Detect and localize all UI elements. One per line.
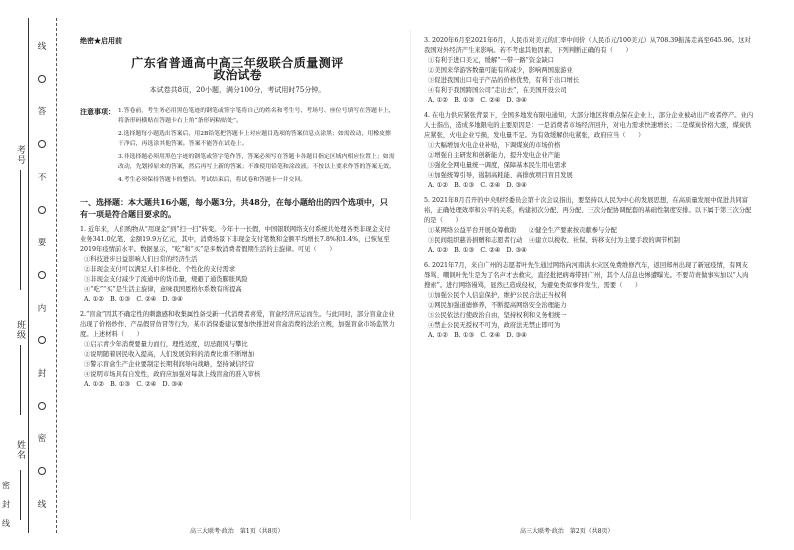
answer-choices: A. ①② B. ①③ C. ②④ D. ③④ (428, 247, 527, 254)
question-option: ③民间组织慈善捐赠和志愿者行动 ④建立以税收、社保、转移支付为主要手段的调节机制 (428, 237, 680, 244)
exam-subject: 政治试卷 (213, 68, 262, 82)
notice-item: 4.考生必须保持答题卡的整洁。考试结束后，将试卷和答题卡一并交回。 (118, 177, 307, 183)
question-option: ③促进我国出口电子产品的价格优势，有利于出口增长 (428, 77, 580, 84)
question-option: ④说明市场具有自发性，政府应加强对每款上线盲盒的准入审核 (84, 370, 261, 378)
name-label: 姓名 (15, 440, 25, 460)
seal-circle (38, 140, 46, 148)
question-1 (80, 225, 395, 305)
question-option: ②说明随着居民收入提高，人们发展资料的消费比重不断增加 (84, 350, 255, 358)
side-seal-char: 线 (2, 519, 10, 528)
seal-char: 线 (37, 42, 47, 52)
seal-circle (38, 336, 46, 344)
id-line (20, 170, 21, 290)
seal-column (34, 40, 50, 510)
page-1 (80, 36, 395, 390)
seal-char: 密 (37, 434, 47, 445)
question-4 (424, 111, 754, 191)
question-option: ③强化全网电量统一调度，保障基本民生用电需求 (428, 162, 567, 169)
notice-item: 1.答卷前，考生务必用黑色笔迹的钢笔或签字笔将自己的姓名和考生号、考场号、座位号填写在答题卡上，将条形码横贴在答题卡右上角“条形码粘贴处”。 (118, 108, 395, 124)
question-option: ③公民依法行使政治自由，坚持权利和义务相统一 (428, 312, 567, 319)
footer-page-2: 高三大联考·政治 第2页（共8页） (520, 528, 614, 535)
class-line (20, 345, 21, 415)
question-stem: 4. 在电力供应紧张背景下，全国多地发布限电通知，大部分地区将重点保在企业上，部分企业被动出产或者停产。业内人士指出，造成多地限电的主要原因是：一是消费者市场经济回升，对电力需求快速增长；二是煤炭价格大涨，煤炭供应紧张，火电企业亏损，发电量不足。为有效缓解供电紧张，政府应当（ ） (424, 112, 754, 139)
notice-item: 2.选择题每小题选出答案后，用2B铅笔把答题卡上对应题目选项的答案信息点涂黑；如需改动，用橡皮擦干净后，再选涂其他答案。答案不能答在试卷上。 (118, 131, 391, 147)
section-heading: 一、选择题：本大题共16小题，每小题3分，共48分，在每小题给出的四个选项中，只有一项是符合题目要求的。 (80, 196, 388, 219)
question-option: ②非现金支付可以满足人们多样化、个性化的支付需求 (84, 265, 236, 273)
question-option: ①有利于进口美元，缓解“一带一路”资金缺口 (428, 57, 555, 64)
answer-choices: A. ①② B. ①③ C. ②④ D. ③④ (428, 182, 527, 189)
notice-items (118, 107, 395, 190)
binding-line-inner (56, 18, 57, 533)
question-option: ③警示盲盒生产企业要制定长期利润导向战略，坚持诚信经营 (84, 360, 255, 368)
question-stem: 3. 2020年6月至2021年6月，人民币对美元的汇率中间价（人民币元/100美元）从708.39振荡走高至645.96。这对我国对外经济产生来影响。若不考虑其他因素，下列判断正确的有（ ） (424, 37, 751, 54)
seal-circle (38, 75, 46, 83)
question-option: ①大幅增加火电企业补贴，下调煤炭的市场价格 (428, 142, 561, 149)
answer-choices: A. ①② B. ①③ C. ②④ D. ③④ (428, 332, 527, 339)
answer-choices: A. ①② B. ①③ C. ②④ D. ③④ (84, 380, 183, 388)
question-option: ①加强公民个人信息保护，维护公民合法正当权利 (428, 292, 567, 299)
binding-margin (0, 0, 58, 550)
notice-label: 注意事项： (80, 107, 115, 116)
question-stem: 2.“盲盒”因其不确定性的刺激感和收集属性备受新一代消费者喜爱，盲盒经济应运而生。与此同时，部分盲盒企业出现了价格炒作、产品假冒仿冒等行为，某市消保委建议要加快推进对盲盒消费的法治立规，加强盲盒市场监管力度。上述材料（ ） (80, 310, 395, 338)
question-option: ①科技进步日益影响人们日常的经济生活 (84, 255, 198, 263)
secret-mark: 绝密★启用前 (80, 36, 122, 45)
seal-char: 内 (37, 303, 47, 314)
question-stem: 5. 2021年8月召开的中央财经委员会第十次会议指出，要坚持以人民为中心的发展思想，在高质量发展中促进共同富裕，正确处理效率和公平的关系，构建初次分配、再分配、三次分配协调配套的基础性制度安排。以下属于第三次分配的是（ ） (424, 197, 752, 224)
question-3 (424, 36, 754, 106)
side-seal-char: 密 (2, 481, 10, 490)
seal-char: 不 (37, 172, 47, 183)
seal-char: 线 (37, 499, 47, 510)
question-2 (80, 310, 395, 390)
exam-meta: 本试卷共8页，20小题，满分100分，考试用时75分钟。 (149, 86, 326, 94)
question-option: ②美国来华游客数量可能有所减少，影响两国旅游业 (428, 67, 573, 74)
seal-char: 答 (37, 107, 47, 118)
page-divider (410, 30, 411, 520)
seal-circle (38, 206, 46, 214)
question-option: ②增强自主研发和创新能力，提升发电企业产能 (428, 152, 561, 159)
question-option: ①启示青少年消费要量力而行，理性适度，切忌跟风与攀比 (84, 340, 248, 348)
question-option: ④禁止公民无授权不可为，政府法无禁止即可为 (428, 322, 561, 329)
name-line (20, 470, 21, 520)
question-option: ④加强统筹引导，遏制高耗能、高排放项目盲目发展 (428, 172, 573, 179)
seal-char: 封 (37, 369, 47, 380)
class-label: 班级 (15, 320, 25, 340)
seal-circle (38, 402, 46, 410)
answer-choices: A. ①② B. ①③ C. ②④ D. ③④ (428, 97, 527, 104)
question-option: ④有利于我国跨国公司“走出去”，在美国开设公司 (428, 87, 567, 94)
exam-title: 广东省普通高中高三年级联合质量测评 (131, 56, 344, 70)
question-option: ①某网络公益平台开展众筹救助 ②健全生产要素按贡献参与分配 (428, 227, 617, 234)
question-5 (424, 196, 754, 256)
binding-line-outer (28, 18, 29, 533)
id-label: 考号 (15, 145, 25, 165)
question-stem: 1. 近年来，人们购物从“用现金”到“扫一扫”转变。今年十一长假，中国银联网络支付系统共处理各类非现金支付业务341.0亿笔、金额19.9万亿元，其中，消费场景下非现金支付笔数和金额平均增长7.8%和1.4%，已恢复至2019年疫情前水平。数据显示，“吃”和“买”是多数消费者假期生活的主旋律。可见（ ） (80, 225, 391, 253)
seal-circle (38, 467, 46, 475)
notice-item: 3.非选择题必须用黑色字迹的钢笔或签字笔作答，答案必须写在答题卡各题目指定区域内相应位置上；如需改动，先划掉原来的答案，然后再写上新的答案；不准使用铅笔和涂改液。不按以上要求作答的答案无效。 (118, 154, 395, 170)
side-seal-chars (2, 480, 10, 529)
seal-char: 要 (37, 238, 47, 249)
question-6 (424, 261, 754, 341)
notice-block (80, 107, 395, 190)
footer-page-1: 高三大联考·政治 第1页（共8页） (190, 528, 284, 535)
page-2 (424, 36, 754, 341)
seal-circle (38, 271, 46, 279)
question-option: ④“吃”“买”是生活主旋律，意味我国恩格尔系数有所提高 (84, 285, 242, 293)
question-stem: 6. 2021年7月，来自广州的志愿者叶先生通过网络向河南洪水灾区免费维修汽车，返回郑州出现了新冠疫情，有网友辱骂、嘲讽叶先生是为了名声才去救灾，直径批把病毒带回广州，其个人信息也惨遭曝光。不要苛责做事实加以“人肉搜索”。进行网络谩骂，显然已造成侵权，为避免类似事件发生，需要（ ） (424, 262, 749, 289)
answer-choices: A. ①② B. ①③ C. ②④ D. ③④ (84, 295, 183, 303)
question-option: ③非现金支付减少了流通中的货币量，规避了通货膨胀风险 (84, 275, 248, 283)
side-seal-char: 封 (2, 500, 10, 509)
question-option: ②网民加强道德修养，不断提高网络安全治理能力 (428, 302, 567, 309)
